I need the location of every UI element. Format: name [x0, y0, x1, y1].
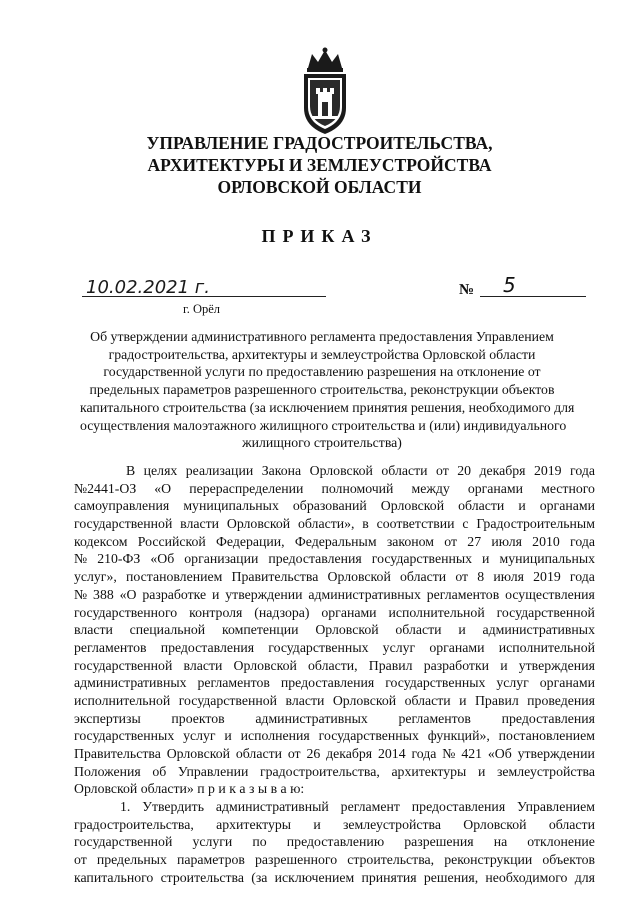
word: Орловской: [309, 463, 373, 478]
word: области: [235, 746, 282, 761]
word: градостроительства,: [74, 816, 194, 832]
word: административных: [255, 710, 368, 726]
word: услуги: [192, 834, 233, 850]
word: образований: [292, 498, 367, 514]
word: административных: [74, 675, 187, 691]
word: (за: [251, 869, 268, 885]
word: области: [458, 498, 505, 514]
word: организации: [184, 551, 259, 567]
body-line: [74, 480, 595, 498]
word: 2010: [532, 533, 560, 549]
word: регламентов: [398, 710, 471, 726]
word: Орловской: [166, 746, 230, 761]
org-line: УПРАВЛЕНИЕ ГРАДОСТРОИТЕЛЬСТВА,: [146, 133, 493, 153]
word: от: [435, 463, 449, 478]
word: Закона: [261, 463, 302, 478]
word: строительства,: [347, 852, 435, 868]
word: утверждения: [518, 657, 595, 673]
word: необходимого: [485, 869, 568, 885]
word: декабря: [479, 463, 526, 478]
word: органами: [539, 675, 595, 691]
subject-line: государственной услуги по предоставлению разрешения на отклонение от: [103, 364, 541, 380]
word: параметров: [177, 852, 245, 868]
word: Утвердить: [142, 799, 204, 815]
word: исполнения: [240, 728, 310, 744]
word: года: [570, 463, 595, 478]
word: и: [212, 586, 220, 602]
word: объектов: [542, 852, 595, 868]
word: и: [459, 692, 467, 708]
body-line: [74, 869, 595, 887]
word: области,: [308, 657, 358, 673]
word: компетенции: [221, 622, 299, 638]
word: 2019: [533, 463, 562, 478]
order-subject: [80, 328, 575, 452]
word: разрешенного: [255, 852, 338, 868]
word: 421: [461, 746, 483, 761]
word: Управлением: [517, 799, 595, 815]
word: предоставления: [411, 799, 506, 815]
word: государственной: [74, 834, 173, 850]
word: В: [126, 463, 136, 478]
word: №: [442, 746, 456, 761]
subject-line: предельных параметров разрешенного строительства, реконструкции объектов: [89, 382, 555, 398]
subject-line: жилищного строительства): [242, 435, 402, 451]
word: года: [569, 569, 595, 585]
word: постановлением: [126, 569, 223, 585]
word: разработке: [142, 586, 207, 602]
word: полномочий: [321, 480, 394, 496]
date-underline: [82, 296, 326, 297]
body-line: [74, 674, 595, 692]
word: Правительства: [74, 746, 161, 761]
word: и: [482, 551, 490, 567]
word: власти: [285, 692, 325, 708]
word: услуг: [496, 675, 529, 691]
body-line: [74, 515, 595, 533]
word: на: [493, 834, 508, 850]
order-date: 10.02.2021 г.: [86, 277, 210, 298]
word: контроля: [189, 604, 243, 620]
word: области: [381, 463, 428, 478]
word: государственных: [268, 639, 369, 655]
body-line: [74, 621, 595, 639]
word: государственных: [385, 675, 486, 691]
city: г. Орёл: [183, 302, 221, 316]
word: Орловской: [463, 816, 527, 832]
word: самоуправления: [74, 498, 170, 514]
word: предоставления: [268, 551, 362, 567]
word: государственной: [178, 692, 278, 708]
word: утверждении: [517, 746, 595, 761]
org-line: АРХИТЕКТУРЫ И ЗЕМЛЕУСТРОЙСТВА: [147, 155, 492, 175]
body-line: [74, 851, 595, 869]
word: июля: [493, 569, 524, 585]
word: №: [74, 551, 88, 567]
word: государственных: [371, 551, 473, 567]
word: административных: [482, 622, 595, 638]
word: реконструкции: [444, 852, 533, 868]
body-line: [74, 763, 595, 781]
body-line: Орловской области» п р и к а з ы в а ю:: [74, 781, 305, 797]
word: государственной: [496, 604, 595, 620]
word: и: [518, 498, 526, 514]
word: об: [152, 763, 167, 779]
word: и: [313, 816, 321, 832]
word: предоставлению: [286, 834, 385, 850]
word: области: [404, 692, 451, 708]
subject-line: градостроительства, архитектуры и землеустройства Орловской области: [108, 346, 536, 362]
word: Российской: [137, 533, 206, 549]
word: Орловской: [380, 498, 445, 514]
word: решения,: [423, 869, 479, 885]
word: области: [395, 622, 442, 638]
word: осуществления: [505, 586, 595, 602]
word: органами: [429, 639, 485, 655]
subject-line: Об утверждении административного регламента предоставления Управлением: [90, 329, 554, 344]
word: года: [411, 746, 437, 761]
body-line: [74, 568, 595, 586]
organization-name: [0, 132, 639, 198]
word: Градостроительным: [476, 516, 595, 532]
body-line: [74, 639, 595, 657]
word: утверждении: [225, 586, 303, 602]
word: «Об: [150, 551, 175, 567]
body-line: [74, 710, 595, 728]
word: муниципальных: [499, 551, 595, 567]
word: кодексом: [74, 533, 128, 549]
body-line: [74, 550, 595, 568]
body-line: [74, 692, 595, 710]
word: исполнительной: [498, 639, 595, 655]
body-line: [74, 816, 595, 834]
word: от: [287, 746, 301, 761]
word: регламент: [340, 799, 400, 815]
body-line: [74, 745, 595, 763]
word: Правительства: [231, 569, 319, 585]
word: 2014: [378, 746, 406, 761]
word: государственных: [318, 728, 419, 744]
body-line: [74, 533, 595, 551]
word: принятия: [361, 869, 417, 885]
word: и: [224, 728, 232, 744]
word: Федерации,: [216, 533, 285, 549]
word: разработки: [423, 657, 490, 673]
body-line: [74, 657, 595, 675]
order-body: [74, 462, 595, 887]
word: землеустройства: [342, 816, 441, 832]
body-line: [74, 497, 595, 515]
word: области: [400, 569, 447, 585]
word: регламентов: [426, 586, 500, 602]
body-line: [74, 833, 595, 851]
word: исполнительной: [74, 692, 171, 708]
number-label: №: [459, 282, 475, 298]
word: целях: [143, 463, 178, 478]
body-line: [74, 798, 595, 816]
body-line: [74, 727, 595, 745]
word: органами: [539, 498, 595, 514]
word: «Об: [487, 746, 512, 761]
word: 20: [457, 463, 471, 478]
word: для: [574, 869, 595, 885]
word: предельных: [96, 852, 167, 868]
word: Федеральным: [294, 533, 377, 549]
word: землеустройства: [496, 763, 595, 779]
body-line: [74, 462, 595, 480]
word: проектов: [171, 710, 225, 726]
word: (надзора): [254, 604, 310, 620]
word: в: [362, 516, 369, 532]
word: регламентов: [197, 675, 270, 691]
word: Правил: [474, 692, 519, 708]
word: области: [548, 816, 595, 832]
word: от: [444, 533, 458, 549]
word: перераспределении: [189, 480, 304, 496]
word: органами: [321, 604, 377, 620]
word: с: [462, 516, 469, 532]
word: 1.: [120, 799, 131, 815]
word: власти: [180, 516, 220, 532]
word: власти: [183, 657, 223, 673]
word: Правил: [368, 657, 413, 673]
subject-line: капитального строительства (за исключением принятия решения, необходимого для: [80, 399, 575, 415]
word: экспертизы: [74, 710, 141, 726]
word: Орловской: [327, 569, 391, 585]
word: предоставления: [280, 675, 375, 691]
word: соответствии: [376, 516, 455, 532]
coat-of-arms-icon: [298, 46, 352, 136]
word: 2019: [533, 569, 561, 585]
word: административный: [215, 799, 329, 815]
word: разрешения: [404, 834, 474, 850]
word: специальной: [129, 622, 206, 638]
word: 27: [467, 533, 482, 549]
word: года: [570, 533, 595, 549]
word: предоставления: [501, 710, 595, 726]
word: постановлением: [498, 728, 595, 744]
body-line: [74, 604, 595, 622]
word: Управлении: [177, 763, 249, 779]
word: проведения: [527, 692, 595, 708]
word: местного: [541, 480, 595, 496]
order-number: 5: [503, 273, 516, 297]
word: Орловской: [226, 516, 291, 532]
word: органами: [467, 480, 524, 496]
word: государственного: [74, 604, 178, 620]
word: Положения: [74, 763, 141, 779]
word: по: [252, 834, 267, 850]
word: муниципальных: [183, 498, 279, 514]
word: государственной: [74, 657, 173, 673]
word: декабря: [326, 746, 373, 761]
word: государственной: [74, 516, 173, 532]
org-line: ОРЛОВСКОЙ ОБЛАСТИ: [217, 177, 422, 197]
word: исключением: [274, 869, 355, 885]
word: «О: [154, 480, 172, 496]
word: услуг»,: [74, 569, 117, 585]
word: «О: [119, 586, 137, 602]
word: и: [477, 763, 486, 779]
word: услуг: [382, 639, 416, 655]
word: 26: [306, 746, 321, 761]
number-underline: [480, 296, 586, 297]
document-type: ПРИКАЗ: [261, 226, 378, 246]
word: регламентов: [74, 639, 147, 655]
word: административных: [308, 586, 421, 602]
word: Орловской: [315, 622, 379, 638]
word: и: [458, 622, 466, 638]
word: государственных: [74, 728, 175, 744]
word: от: [455, 569, 469, 585]
word: области»,: [297, 516, 355, 532]
word: капитального: [74, 869, 154, 885]
word: услуг: [183, 728, 216, 744]
word: исполнительной: [388, 604, 485, 620]
word: реализации: [185, 463, 254, 478]
word: 210-ФЗ: [97, 551, 141, 567]
word: власти: [74, 622, 113, 638]
word: Орловской: [332, 692, 397, 708]
word: от: [74, 852, 87, 868]
word: строительства: [160, 869, 245, 885]
word: предоставления: [160, 639, 255, 655]
word: 388: [93, 586, 114, 602]
word: градостроительства,: [259, 763, 380, 779]
word: Орловской: [233, 657, 297, 673]
word: №: [74, 586, 88, 602]
subject-line: осуществления малоэтажного жилищного строительства и (или) индивидуального: [80, 417, 567, 433]
word: 8: [477, 569, 485, 585]
word: законом: [386, 533, 435, 549]
word: №2441-ОЗ: [74, 480, 137, 496]
word: функций»,: [427, 728, 490, 744]
word: отклонение: [527, 834, 595, 850]
word: июля: [491, 533, 522, 549]
word: между: [411, 480, 450, 496]
word: архитектуры: [216, 816, 292, 832]
word: архитектуры: [391, 763, 467, 779]
word: и: [500, 657, 508, 673]
body-line: [74, 586, 595, 604]
